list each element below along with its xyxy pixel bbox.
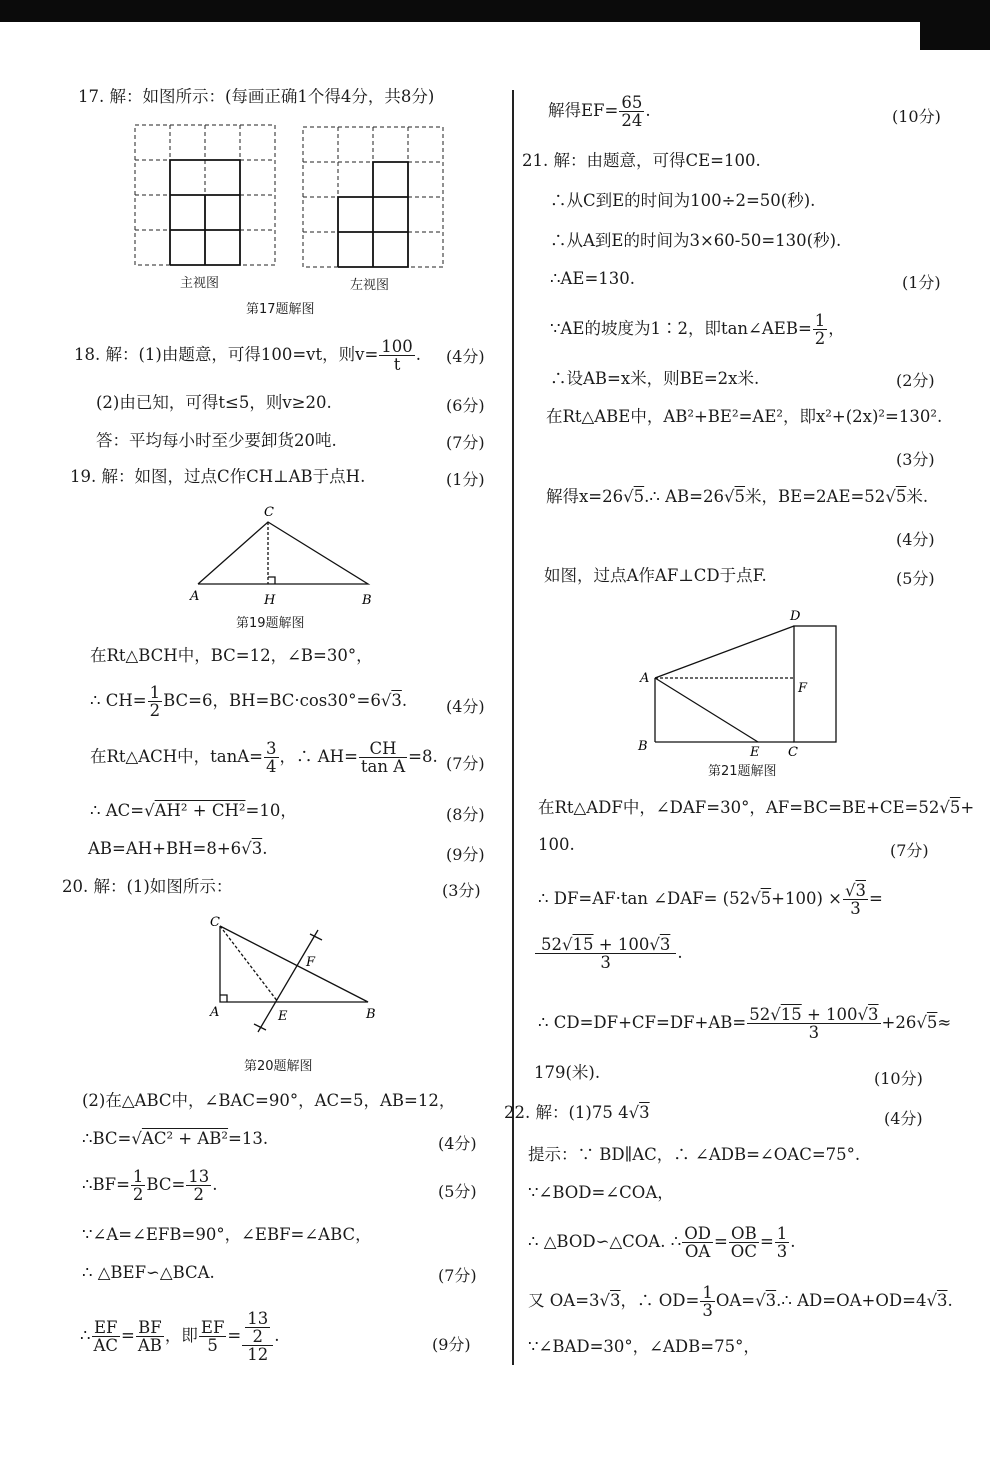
q21-sqrt3-num: √3 xyxy=(844,881,866,900)
q20-half-den: 2 xyxy=(132,1185,144,1204)
q19-ah-den: tan A xyxy=(360,757,406,776)
q21-sqrt3-radicand: 3 xyxy=(855,881,866,900)
q20-ef-result-fraction xyxy=(619,94,644,129)
q22-line6: ∵∠BAD=30°，∠ADB=75°， xyxy=(528,1337,760,1356)
q20-inner-fraction xyxy=(245,1310,270,1345)
q21-line14-radicand: 5 xyxy=(926,1013,938,1032)
q21-line14-c: ≈ xyxy=(937,1013,952,1032)
q20-line7-end: . xyxy=(274,1326,280,1345)
q21-sqrt3-den: 3 xyxy=(850,899,861,918)
q22-line4-eq2: = xyxy=(759,1232,774,1251)
q18-line2: (2)由已知，可得t≤5，则v≥20. xyxy=(96,393,332,412)
q20-score5: (9分) xyxy=(432,1335,471,1354)
q22-third-fraction xyxy=(775,1225,790,1260)
q22-ob-oc-fraction xyxy=(729,1225,759,1260)
q21-line10-radicand: 5 xyxy=(949,798,961,817)
q19-line5-b: =10， xyxy=(245,801,297,820)
q18-frac-num: 100 xyxy=(381,337,413,356)
q21-cd-num-a: 52 xyxy=(749,1005,771,1024)
q21-tan-fraction xyxy=(813,312,828,347)
q21-line13 xyxy=(534,936,683,971)
q21-cd-num-b: + 100 xyxy=(801,1005,858,1024)
q20-line1: 20. 解：(1)如图所示： xyxy=(62,877,233,896)
q21-line5 xyxy=(550,312,845,347)
q20-bf-fraction xyxy=(186,1168,211,1203)
q22-line4-end: . xyxy=(790,1232,796,1251)
q21-df-den: 3 xyxy=(600,953,611,972)
q20-label-f: F xyxy=(306,955,316,970)
q17-front-label: 主视图 xyxy=(180,276,220,291)
q18-fraction xyxy=(379,338,415,373)
q21-line8-d: 米. xyxy=(906,487,929,506)
q20-ef-result xyxy=(548,94,651,129)
q19-line4-b: ，∴ AH= xyxy=(279,747,358,766)
q20-ef-result-a: 解得EF= xyxy=(548,101,619,120)
q17-heading: 17. 解：如图所示：(每画正确1个得4分，共8分) xyxy=(78,87,435,106)
q22-ob-oc-num: OB xyxy=(729,1225,759,1243)
q21-label-d: D xyxy=(790,609,801,624)
q19-ah-fraction xyxy=(359,740,407,775)
q20-line7-b: ，即 xyxy=(164,1326,198,1345)
q20-line3-radicand: AC² + AB² xyxy=(141,1129,229,1148)
q21-line5-a: ∵AE的坡度为1∶2，即tan∠AEB= xyxy=(550,319,812,338)
q19-line2: 在Rt△BCH中，BC=12，∠B=30°， xyxy=(90,646,373,665)
q20-score3: (5分) xyxy=(438,1182,477,1201)
q21-line12-c: = xyxy=(868,889,883,908)
q19-half-fraction xyxy=(148,684,163,719)
q19-line6: AB=AH+BH=8+6√3. xyxy=(88,839,268,858)
q22-third-num: 1 xyxy=(776,1224,788,1243)
q20-ef-5-den: 5 xyxy=(207,1336,218,1355)
q19-triangle-figure xyxy=(180,500,380,610)
q22-ob-oc-den: OC xyxy=(730,1242,757,1261)
q19-line6-end: . xyxy=(262,839,268,858)
q22-line1-a: 22. 解：(1)75 4 xyxy=(504,1103,629,1122)
q19-label-c: C xyxy=(264,505,274,520)
q21-df-num-b: + 100 xyxy=(593,935,650,954)
q20-ef-result-end: . xyxy=(645,101,651,120)
q21-label-e: E xyxy=(750,745,760,760)
q22-line4-a: ∴ △BOD∽△COA. ∴ xyxy=(528,1232,682,1251)
q21-score4: (4分) xyxy=(896,530,935,549)
q20-ef-5-num: EF xyxy=(200,1318,225,1337)
q21-score1: (1分) xyxy=(902,273,941,292)
q19-half-num: 1 xyxy=(149,683,161,702)
q21-line3: ∴从A到E的时间为3×60-50=130(秒). xyxy=(550,231,842,250)
q17-front-view-figure xyxy=(130,120,280,270)
q22-line4-eq1: = xyxy=(713,1232,728,1251)
q20-caption: 第20题解图 xyxy=(244,1059,313,1074)
q21-line10-b: + xyxy=(960,798,975,817)
q21-cd-fraction xyxy=(747,1006,880,1041)
q17-left-view-figure xyxy=(298,122,448,272)
q21-line10-a: 在Rt△ADF中，∠DAF=30°，AF=BC=BE+CE=52 xyxy=(538,798,940,817)
q21-tan-den: 2 xyxy=(814,329,826,348)
q22-line5-e: . xyxy=(947,1291,953,1310)
q19-tan-fraction xyxy=(264,740,279,775)
q21-label-c: C xyxy=(788,745,798,760)
q18-line1: 18. 解：(1)由题意，可得100=vt，则v= $\frac{100}{t}$ . xyxy=(74,337,422,374)
q21-line8: 解得x=26√5.∴ AB=26√5米，BE=2AE=52√5米. xyxy=(546,487,929,506)
q20-half-fraction xyxy=(131,1168,146,1203)
q22-od-fraction xyxy=(700,1284,715,1319)
q21-line6: ∴设AB=x米，则BE=2x米. xyxy=(550,369,760,388)
q20-ef-5-fraction xyxy=(199,1319,227,1354)
q21-line9: 如图，过点A作AF⊥CD于点F. xyxy=(544,566,767,585)
q21-df-num-a: 52 xyxy=(541,935,562,954)
q20-line3 xyxy=(82,1128,268,1150)
q19-line5-radicand: AH² + CH² xyxy=(154,801,246,820)
q21-line8-c: 米，BE=2AE=52 xyxy=(745,487,886,506)
q19-line1: 19. 解：如图，过点C作CH⊥AB于点H. xyxy=(70,467,366,486)
q22-od-num: 1 xyxy=(702,1283,713,1302)
q20-line7-eq2: = xyxy=(227,1326,242,1345)
q21-line12-b: +100) × xyxy=(771,889,842,908)
q19-tan-den: 4 xyxy=(266,757,277,776)
q21-df-num: 52√15 + 100√3 xyxy=(535,936,676,954)
q19-label-h: H xyxy=(264,593,276,608)
q19-line4-c: =8. xyxy=(408,747,438,766)
q20-inner-den: 2 xyxy=(252,1327,263,1346)
q19-line3-a: ∴ CH= xyxy=(90,691,147,710)
q21-line8-r2: 5 xyxy=(734,487,746,506)
q20-score6: (10分) xyxy=(892,107,941,126)
q21-line2: ∴从C到E的时间为100÷2=50(秒). xyxy=(550,191,816,210)
q18-frac-den: t xyxy=(393,355,401,374)
q20-line7-a: ∴ xyxy=(80,1326,91,1345)
q21-line12-radicand: 5 xyxy=(760,889,772,908)
q20-ef-ac-num: EF xyxy=(92,1319,121,1337)
q21-score3: (3分) xyxy=(896,450,935,469)
q20-bf-ab-den: AB xyxy=(137,1336,162,1355)
q22-od-oa-fraction xyxy=(682,1225,713,1260)
q20-line4-c: . xyxy=(212,1175,218,1194)
q22-line4 xyxy=(528,1225,796,1260)
q19-line3-end: . xyxy=(401,691,408,710)
q22-line5: 又 OA=3√3，∴ OD= $\frac{1}{3}$ OA=√3.∴ AD=OA+OD=4√3. xyxy=(528,1283,953,1320)
q20-line5: ∵∠A=∠EFB=90°，∠EBF=∠ABC， xyxy=(82,1225,372,1244)
q21-line4: ∴AE=130. xyxy=(550,269,636,288)
q22-od-den: 3 xyxy=(702,1301,713,1320)
q20-inner-num: 13 xyxy=(247,1309,269,1328)
q19-line6-a: AB=AH+BH=8+6 xyxy=(88,839,242,858)
q20-compound-fraction xyxy=(242,1310,273,1363)
q21-cd-num: 52√15 + 100√3 xyxy=(749,1005,879,1024)
q21-label-a: A xyxy=(640,671,650,686)
q19-tan-num: 3 xyxy=(266,739,277,758)
q21-line14: ∴ CD=DF+CF=DF+AB= $\frac{52√15 + 100√3}{3}$ +26√5≈ xyxy=(538,1005,952,1042)
q19-caption: 第19题解图 xyxy=(236,616,305,631)
q18-score1: (4分) xyxy=(446,347,485,366)
q22-od-oa-num: OD xyxy=(684,1224,711,1243)
q21-score7: (10分) xyxy=(874,1069,923,1088)
q20-bf-ab-num: BF xyxy=(136,1319,164,1337)
q21-line13-end: . xyxy=(677,943,683,962)
q20-label-c: C xyxy=(210,915,220,930)
q19-score1: (1分) xyxy=(446,470,485,489)
q18-score3: (7分) xyxy=(446,433,485,452)
q20-ef-ac-fraction xyxy=(92,1319,121,1354)
q21-caption: 第21题解图 xyxy=(708,764,777,779)
q20-bf-den: 2 xyxy=(193,1185,205,1204)
q18-score2: (6分) xyxy=(446,396,485,415)
q19-ah-num: CH xyxy=(359,740,407,758)
q18-line3: 答：平均每小时至少要卸货20吨. xyxy=(96,431,337,450)
q22-line1: 22. 解：(1)75 4√3 xyxy=(504,1103,650,1122)
q21-line8-r1: 5 xyxy=(633,487,645,506)
q20-line2: (2)在△ABC中，∠BAC=90°，AC=5，AB=12， xyxy=(82,1091,456,1110)
q21-line11: 100. xyxy=(538,835,575,854)
q20-ef-result-den: 24 xyxy=(621,111,643,130)
q19-score5: (9分) xyxy=(446,845,485,864)
q22-line5-b: ，∴ OD= xyxy=(620,1291,700,1310)
q22-line5-d: .∴ AD=OA+OD=4 xyxy=(776,1291,927,1310)
q20-compound-den: 12 xyxy=(247,1345,269,1364)
q21-line15: 179(米). xyxy=(534,1063,601,1082)
q19-label-b: B xyxy=(362,593,372,608)
q19-half-den: 2 xyxy=(149,701,161,720)
q21-line5-end: ， xyxy=(828,319,845,338)
q21-cd-num-r2: 3 xyxy=(868,1005,879,1024)
q21-line14-b: +26 xyxy=(881,1013,917,1032)
q19-score3: (7分) xyxy=(446,754,485,773)
q20-ef-ac-den: AC xyxy=(93,1336,119,1355)
q19-line3-b: BC=6，BH=BC·cos30°=6 xyxy=(163,691,381,710)
q21-slope-figure xyxy=(630,600,850,762)
q21-line8-a: 解得x=26 xyxy=(546,487,624,506)
q20-ef-result-num: 65 xyxy=(621,93,643,112)
q20-label-b: B xyxy=(366,1007,376,1022)
q20-construction-figure xyxy=(200,910,390,1035)
q20-line3-a: ∴BC=√ xyxy=(82,1129,142,1148)
q21-line12-a: ∴ DF=AF·tan ∠DAF= (52 xyxy=(538,889,751,908)
q17-left-label: 左视图 xyxy=(350,278,390,293)
q21-label-f: F xyxy=(798,681,808,696)
q19-label-a: A xyxy=(190,589,200,604)
q21-sqrt3-fraction xyxy=(843,882,868,917)
q22-line5-c: OA= xyxy=(715,1291,756,1310)
q19-line3-radicand: 3 xyxy=(391,691,402,710)
q22-line2: 提示：∵ BD∥AC，∴ ∠ADB=∠OAC=75°. xyxy=(528,1145,861,1164)
q19-line5-a: ∴ AC=√ xyxy=(90,801,155,820)
q21-line10: 在Rt△ADF中，∠DAF=30°，AF=BC=BE+CE=52√5+ xyxy=(538,798,975,817)
q20-score1: (3分) xyxy=(442,881,481,900)
q20-line6: ∴ △BEF∽△BCA. xyxy=(82,1263,215,1282)
q20-line7-eq1: = xyxy=(121,1326,135,1345)
q21-cd-num-r1: 15 xyxy=(780,1005,802,1024)
q20-compound-num xyxy=(242,1310,273,1346)
q20-bf-num: 13 xyxy=(188,1167,210,1186)
q21-line8-b: .∴ AB=26 xyxy=(644,487,725,506)
q19-line3: ∴ CH= $\frac{1}{2}$ BC=6，BH=BC·cos30°=6√3. xyxy=(90,683,408,720)
q19-score2: (4分) xyxy=(446,697,485,716)
q20-line4-a: ∴BF= xyxy=(82,1175,130,1194)
q17-caption: 第17题解图 xyxy=(246,302,315,317)
q21-score5: (5分) xyxy=(896,569,935,588)
q22-third-den: 3 xyxy=(776,1242,788,1261)
q20-line7 xyxy=(80,1310,280,1363)
q20-score4: (7分) xyxy=(438,1266,477,1285)
q20-half-num: 1 xyxy=(132,1167,144,1186)
q21-line7: 在Rt△ABE中，AB²+BE²=AE²，即x²+(2x)²=130². xyxy=(546,407,943,426)
q19-score4: (8分) xyxy=(446,805,485,824)
q22-line5-r2: 3 xyxy=(765,1291,777,1310)
q22-score1: (4分) xyxy=(884,1109,923,1128)
q18-line1-text: 18. 解：(1)由题意，可得100=vt，则v= xyxy=(74,345,379,364)
q20-label-e: E xyxy=(278,1009,288,1024)
q21-df-fraction xyxy=(535,936,676,971)
q19-line5 xyxy=(90,800,297,822)
q21-line8-r3: 5 xyxy=(895,487,907,506)
q21-score2: (2分) xyxy=(896,371,935,390)
q22-od-oa-den: OA xyxy=(684,1242,711,1261)
q21-line1: 21. 解：由题意，可得CE=100. xyxy=(522,151,761,170)
q20-line4 xyxy=(82,1168,218,1203)
q19-line4 xyxy=(90,740,438,775)
q20-line3-b: =13. xyxy=(228,1129,269,1148)
q21-tan-num: 1 xyxy=(814,311,826,330)
q22-line5-a: 又 OA=3 xyxy=(528,1291,600,1310)
q22-line5-r1: 3 xyxy=(610,1291,621,1310)
q22-line1-radicand: 3 xyxy=(639,1103,650,1122)
q21-label-b: B xyxy=(638,739,648,754)
q19-line6-radicand: 3 xyxy=(251,839,263,858)
q21-score6: (7分) xyxy=(890,841,929,860)
q21-cd-den: 3 xyxy=(808,1023,820,1042)
q19-line4-a: 在Rt△ACH中，tanA= xyxy=(90,747,264,766)
q22-line5-r3: 3 xyxy=(936,1291,948,1310)
q21-df-num-r1: 15 xyxy=(572,935,594,954)
q20-line4-b: BC= xyxy=(146,1175,186,1194)
q21-line14-a: ∴ CD=DF+CF=DF+AB= xyxy=(538,1013,747,1032)
q21-df-num-r2: 3 xyxy=(659,935,671,954)
q20-label-a: A xyxy=(210,1005,220,1020)
q21-line12: ∴ DF=AF·tan ∠DAF= (52√5+100) × $\frac{√3}{3}$ = xyxy=(538,881,883,918)
q20-score2: (4分) xyxy=(438,1134,477,1153)
q22-line3: ∵∠BOD=∠COA， xyxy=(528,1183,674,1202)
q20-bf-ab-fraction xyxy=(136,1319,164,1354)
